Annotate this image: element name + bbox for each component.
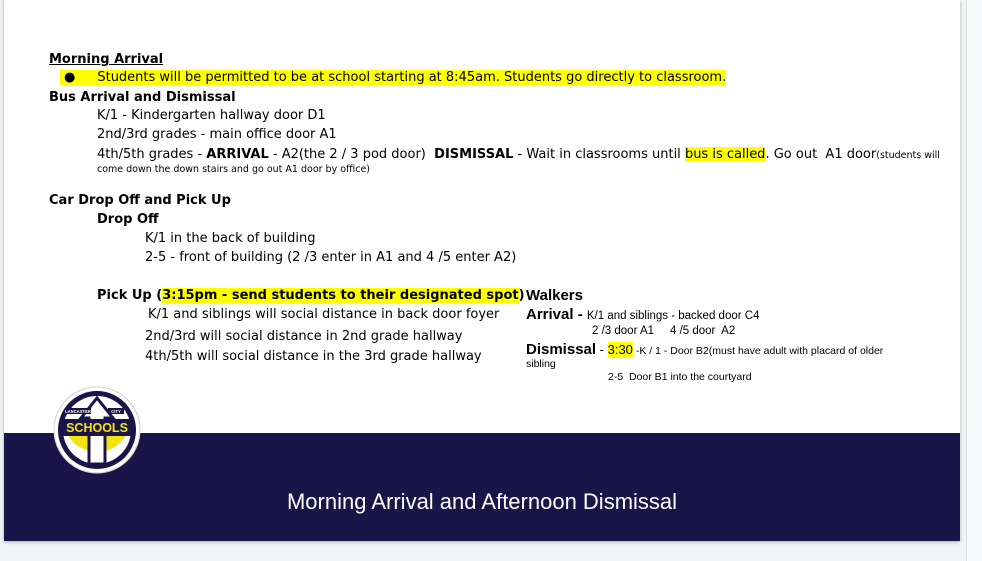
bus-45-arrival-text: - A2(the 2 / 3 pod door) — [268, 147, 435, 162]
slide-canvas — [4, 0, 960, 541]
logo-word: SCHOOLS — [66, 421, 128, 435]
pickup-close: ) — [518, 288, 525, 303]
walkers-arrival-line-2: 2 /3 door A1 4 /5 door A2 — [592, 325, 736, 337]
logo-top-right: CITY — [111, 408, 121, 414]
walkers-arrival-label: Arrival - — [526, 306, 587, 323]
morning-arrival-heading: Morning Arrival — [49, 52, 164, 67]
bullet-dot-icon: ● — [64, 70, 76, 85]
bus-45-goout: . Go out A1 door — [765, 147, 877, 162]
bullet-highlight — [60, 70, 726, 85]
walkers-dismissal-time: 3:30 — [607, 342, 633, 357]
scrollbar-track[interactable] — [966, 0, 982, 561]
walkers-dismissal-text: -K / 1 - Door B2(must have adult with placard of older — [632, 345, 884, 357]
bus-23-line: 2nd/3rd grades - main office door A1 — [97, 127, 337, 142]
bus-45-note-2: come down the down stairs and go out A1 door by office) — [97, 164, 370, 175]
bus-k1-line: K/1 - Kindergarten hallway door D1 — [97, 108, 326, 123]
bus-called-highlight: bus is called — [684, 147, 766, 162]
pickup-heading — [97, 286, 525, 305]
pickup-k1-line: K/1 and siblings will social distance in back door foyer — [148, 307, 500, 322]
walkers-heading: Walkers — [526, 287, 583, 304]
bus-45-line — [97, 145, 940, 165]
walkers-dismissal-line — [526, 340, 883, 361]
dropoff-25-line: 2-5 - front of building (2 /3 enter in A1 and 4 /5 enter A2) — [145, 250, 517, 265]
pickup-label: Pick Up ( — [97, 288, 163, 303]
dropoff-heading: Drop Off — [97, 212, 159, 227]
school-logo-icon — [53, 386, 141, 474]
logo-top-left: LANCASTER — [65, 408, 91, 414]
bus-45-note-1: (students will — [876, 150, 940, 161]
bus-45-prefix: 4th/5th grades - — [97, 147, 207, 162]
pickup-highlight: 3:15pm - send students to their designated spot — [162, 288, 519, 303]
morning-arrival-text: Students will be permitted to be at school starting at 8:45am. Students go directly to classroom. — [97, 70, 727, 85]
walkers-dismissal-label: Dismissal — [526, 341, 597, 358]
pickup-23-line: 2nd/3rd will social distance in 2nd grade hallway — [145, 329, 463, 344]
pickup-45-line: 4th/5th will social distance in the 3rd grade hallway — [145, 349, 482, 364]
bus-45-dismissal-label: DISMISSAL — [434, 147, 514, 162]
walkers-arrival-text: K/1 and siblings - backed door C4 — [586, 310, 760, 322]
bus-45-arrival-label: ARRIVAL — [206, 147, 269, 162]
walkers-dismissal-line-2: sibling — [526, 358, 556, 370]
walkers-arrival-line — [526, 306, 759, 325]
car-heading: Car Drop Off and Pick Up — [49, 193, 231, 208]
footer-title: Morning Arrival and Afternoon Dismissal — [286, 489, 678, 514]
walkers-dismissal-line-3: 2-5 Door B1 into the courtyard — [608, 371, 752, 383]
bus-heading: Bus Arrival and Dismissal — [49, 90, 236, 105]
morning-arrival-bullet — [60, 68, 726, 87]
bus-45-dismissal-text: - Wait in classrooms until — [513, 147, 685, 162]
dropoff-k1-line: K/1 in the back of building — [145, 231, 316, 246]
footer-band — [4, 433, 960, 541]
walkers-dismissal-dash: - — [596, 342, 608, 357]
